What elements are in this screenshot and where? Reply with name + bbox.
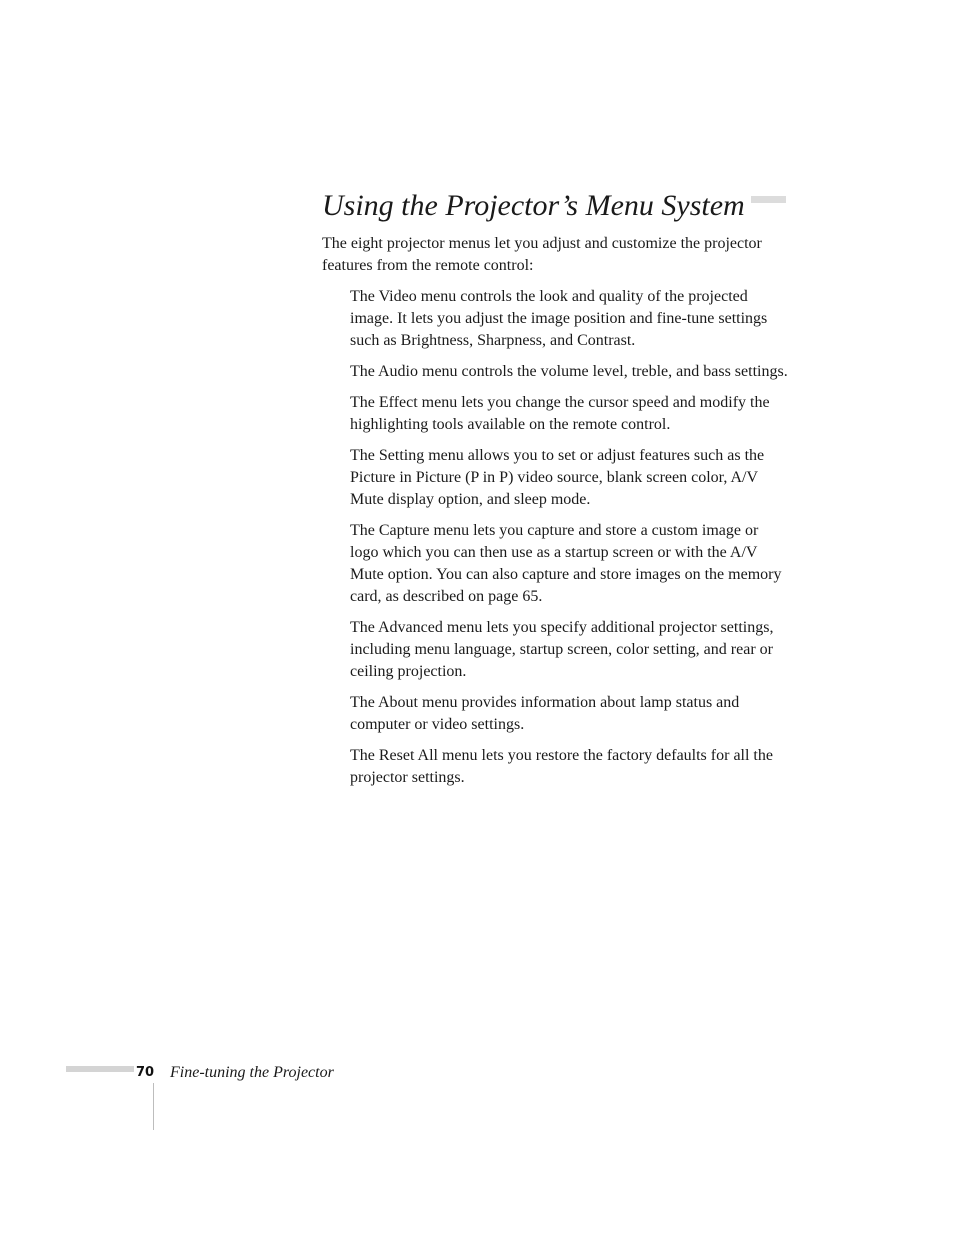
menu-item-setting: The Setting menu allows you to set or adjust features such as the Picture in Picture (P in P) video source, blank screen color, A/V Mute display option, and sleep mode. <box>350 447 765 508</box>
menu-item-capture: The Capture menu lets you capture and store a custom image or logo which you can then use as a startup screen or with the A/V Mute option. You can also capture and store images on the memory card, as described on page 65. <box>350 522 782 605</box>
chapter-title: Fine-tuning the Projector <box>170 1064 334 1081</box>
intro-paragraph: The eight projector menus let you adjust and customize the projector features from the remote control: <box>322 235 762 274</box>
menu-item-about: The About menu provides information about lamp status and computer or video settings. <box>350 694 740 733</box>
menu-item-reset-all: The Reset All menu lets you restore the factory defaults for all the projector settings. <box>350 747 773 786</box>
page-number: 70 <box>134 1063 156 1083</box>
section-title: Using the Projector’s Menu System <box>322 185 751 227</box>
menu-item-advanced: The Advanced menu lets you specify additional projector settings, including menu language, startup screen, color setting, and rear or ceiling projection. <box>350 619 774 680</box>
menu-item-audio: The Audio menu controls the volume level, treble, and bass settings. <box>350 363 788 380</box>
menu-item-effect: The Effect menu lets you change the cursor speed and modify the highlighting tools available on the remote control. <box>350 394 770 433</box>
menu-item-video: The Video menu controls the look and quality of the projected image. It lets you adjust the image position and fine-tune settings such as Brightness, Sharpness, and Contrast. <box>350 288 768 349</box>
menu-description-list <box>350 286 788 798</box>
